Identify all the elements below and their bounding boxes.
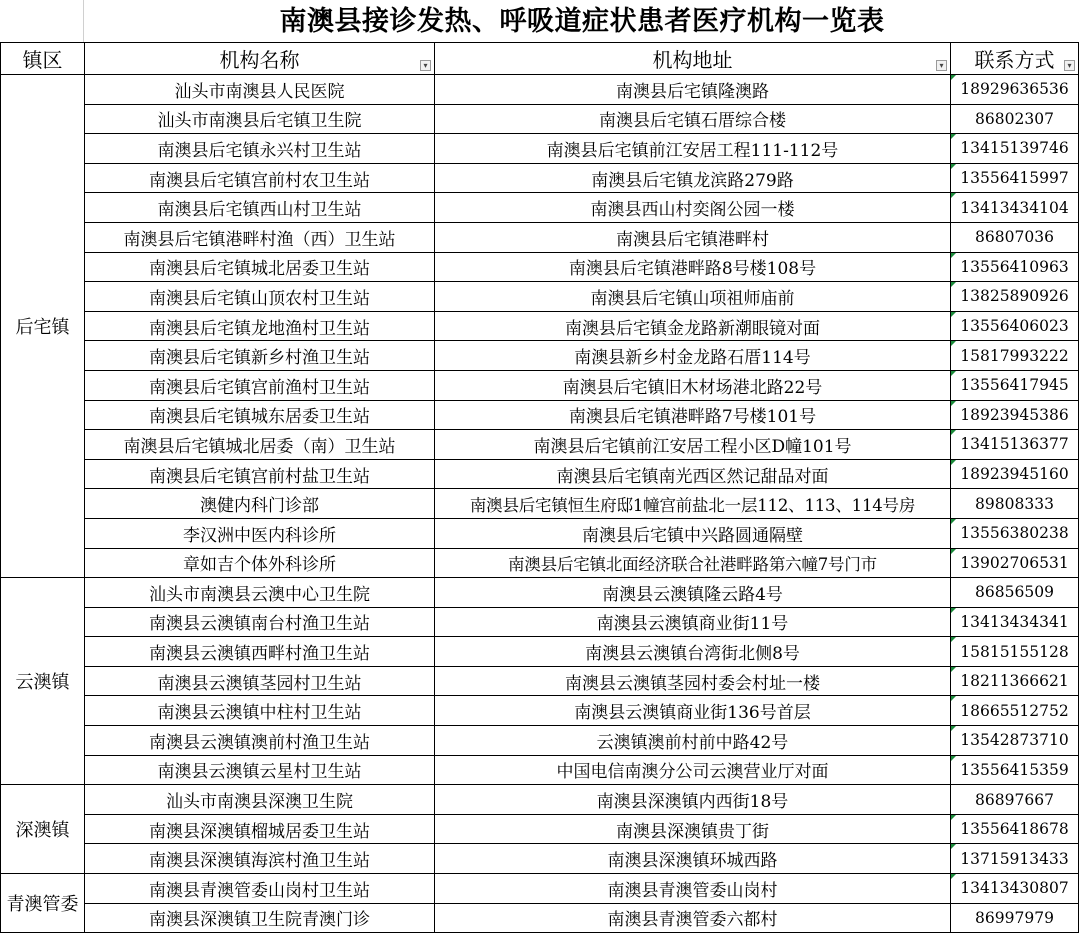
contact-phone-cell [951, 814, 1079, 844]
contact-phone-cell [951, 104, 1079, 134]
number-as-text-indicator-icon [951, 401, 956, 406]
institution-address-cell: 南澳县西山村奕阁公园一楼 [435, 193, 951, 223]
contact-phone-cell [951, 607, 1079, 637]
institution-name-cell: 南澳县后宅镇龙地渔村卫生站 [85, 311, 435, 341]
contact-phone-cell [951, 785, 1079, 815]
contact-phone-cell [951, 430, 1079, 460]
number-as-text-indicator-icon [951, 815, 956, 820]
table-row [1, 637, 1079, 667]
phone-text: 18665512752 [960, 701, 1069, 720]
table-row [1, 755, 1079, 785]
institution-name-cell: 汕头市南澳县云澳中心卫生院 [85, 578, 435, 608]
phone-text: 86802307 [975, 109, 1054, 128]
institution-name-cell: 南澳县后宅镇宫前渔村卫生站 [85, 370, 435, 400]
institution-name-cell: 南澳县后宅镇新乡村渔卫生站 [85, 341, 435, 371]
phone-text: 13413434341 [960, 612, 1069, 631]
institution-name-cell: 南澳县云澳镇中柱村卫生站 [85, 696, 435, 726]
institution-address-cell: 南澳县后宅镇中兴路圆通隔壁 [435, 518, 951, 548]
institution-name-cell: 南澳县深澳镇榴城居委卫生站 [85, 814, 435, 844]
header-contact: 联系方式 ▾ [951, 43, 1079, 75]
number-as-text-indicator-icon [951, 341, 956, 346]
table-row [1, 844, 1079, 874]
town-cell: 云澳镇 [1, 578, 85, 785]
phone-text: 13715913433 [960, 849, 1069, 868]
institution-address-cell: 南澳县青澳管委六都村 [435, 903, 951, 933]
table-row [1, 193, 1079, 223]
institution-address-cell: 南澳县青澳管委山岗村 [435, 874, 951, 904]
institution-address-cell: 南澳县云澳镇台湾街北侧8号 [435, 637, 951, 667]
phone-text: 13413430807 [960, 879, 1069, 898]
phone-text: 15815155128 [960, 642, 1069, 661]
table-row [1, 341, 1079, 371]
contact-phone-cell [951, 282, 1079, 312]
contact-phone-cell [951, 518, 1079, 548]
institution-address-cell: 南澳县后宅镇山项祖师庙前 [435, 282, 951, 312]
institution-name-cell: 章如吉个体外科诊所 [85, 548, 435, 578]
number-as-text-indicator-icon [951, 756, 956, 761]
institution-name-cell: 南澳县云澳镇西畔村渔卫生站 [85, 637, 435, 667]
institution-name-cell: 南澳县后宅镇宫前村农卫生站 [85, 163, 435, 193]
institution-address-cell: 南澳县后宅镇北面经济联合社港畔路第六幢7号门市 [435, 548, 951, 578]
table-row [1, 459, 1079, 489]
institution-name-cell: 汕头市南澳县后宅镇卫生院 [85, 104, 435, 134]
table-row [1, 578, 1079, 608]
institution-name-cell: 南澳县云澳镇云星村卫生站 [85, 755, 435, 785]
phone-text: 18923945386 [960, 405, 1069, 424]
title-left-cell [0, 0, 84, 42]
institution-name-cell: 南澳县青澳管委山岗村卫生站 [85, 874, 435, 904]
institution-name-cell: 南澳县后宅镇永兴村卫生站 [85, 134, 435, 164]
institution-address-cell: 南澳县后宅镇南光西区然记甜品对面 [435, 459, 951, 489]
contact-phone-cell [951, 726, 1079, 756]
institution-name-cell: 南澳县云澳镇茎园村卫生站 [85, 666, 435, 696]
number-as-text-indicator-icon [951, 193, 956, 198]
phone-text: 13556406023 [960, 317, 1069, 336]
institution-name-cell: 南澳县后宅镇城北居委（南）卫生站 [85, 430, 435, 460]
number-as-text-indicator-icon [951, 312, 956, 317]
phone-text: 13902706531 [960, 553, 1069, 572]
institution-address-cell: 南澳县后宅镇港畔路8号楼108号 [435, 252, 951, 282]
phone-text: 18923945160 [960, 465, 1069, 484]
number-as-text-indicator-icon [951, 874, 956, 879]
contact-phone-cell [951, 341, 1079, 371]
contact-phone-cell [951, 459, 1079, 489]
table-row [1, 75, 1079, 105]
institution-address-cell: 南澳县云澳镇商业街136号首层 [435, 696, 951, 726]
contact-phone-cell [951, 489, 1079, 519]
institution-address-cell: 南澳县后宅镇恒生府邸1幢宫前盐北一层112、113、114号房 [435, 489, 951, 519]
institution-address-cell: 南澳县后宅镇前江安居工程小区D幢101号 [435, 430, 951, 460]
institution-name-cell: 汕头市南澳县深澳卫生院 [85, 785, 435, 815]
institution-address-cell: 南澳县后宅镇前江安居工程111-112号 [435, 134, 951, 164]
table-row [1, 252, 1079, 282]
number-as-text-indicator-icon [951, 134, 956, 139]
table-row [1, 311, 1079, 341]
table-row [1, 874, 1079, 904]
institution-name-cell: 南澳县云澳镇南台村渔卫生站 [85, 607, 435, 637]
institution-address-cell: 南澳县深澳镇内西街18号 [435, 785, 951, 815]
contact-phone-cell [951, 548, 1079, 578]
institution-address-cell: 云澳镇澳前村前中路42号 [435, 726, 951, 756]
number-as-text-indicator-icon [951, 519, 956, 524]
page-title: 南澳县接诊发热、呼吸道症状患者医疗机构一览表 [279, 6, 885, 37]
contact-phone-cell [951, 400, 1079, 430]
town-cell: 深澳镇 [1, 785, 85, 874]
contact-phone-cell [951, 252, 1079, 282]
institution-address-cell: 南澳县云澳镇隆云路4号 [435, 578, 951, 608]
number-as-text-indicator-icon [951, 371, 956, 376]
table-row [1, 726, 1079, 756]
clinic-table [0, 42, 1079, 933]
table-row [1, 607, 1079, 637]
table-body [1, 75, 1079, 933]
number-as-text-indicator-icon [951, 549, 956, 554]
phone-text: 18929636536 [960, 80, 1069, 99]
phone-text: 13542873710 [960, 731, 1069, 750]
filter-dropdown-icon[interactable]: ▾ [420, 60, 431, 71]
number-as-text-indicator-icon [951, 164, 956, 169]
phone-text: 89808333 [975, 494, 1054, 513]
contact-phone-cell [951, 311, 1079, 341]
filter-dropdown-icon[interactable]: ▾ [936, 60, 947, 71]
institution-name-cell: 南澳县深澳镇卫生院青澳门诊 [85, 903, 435, 933]
institution-name-cell: 南澳县后宅镇宫前村盐卫生站 [85, 459, 435, 489]
phone-text: 13556415997 [960, 169, 1069, 188]
phone-text: 15817993222 [960, 346, 1069, 365]
institution-address-cell: 南澳县后宅镇旧木材场港北路22号 [435, 370, 951, 400]
phone-text: 13556410963 [960, 257, 1069, 276]
number-as-text-indicator-icon [951, 608, 956, 613]
phone-text: 86997979 [975, 908, 1054, 927]
contact-phone-cell [951, 134, 1079, 164]
contact-phone-cell [951, 75, 1079, 105]
phone-text: 13556415359 [960, 760, 1069, 779]
header-town: 镇区 [1, 43, 85, 75]
table-row [1, 134, 1079, 164]
town-cell: 后宅镇 [1, 75, 85, 578]
institution-address-cell: 南澳县云澳镇商业街11号 [435, 607, 951, 637]
table-row [1, 518, 1079, 548]
table-row [1, 666, 1079, 696]
table-row [1, 548, 1079, 578]
table-row [1, 814, 1079, 844]
number-as-text-indicator-icon [951, 696, 956, 701]
contact-phone-cell [951, 370, 1079, 400]
institution-address-cell: 南澳县新乡村金龙路石厝114号 [435, 341, 951, 371]
header-row [1, 43, 1079, 75]
institution-address-cell: 南澳县后宅镇隆澳路 [435, 75, 951, 105]
header-name: 机构名称 ▾ [85, 43, 435, 75]
number-as-text-indicator-icon [951, 667, 956, 672]
phone-text: 13556418678 [960, 820, 1069, 839]
number-as-text-indicator-icon [951, 844, 956, 849]
institution-address-cell: 南澳县深澳镇环城西路 [435, 844, 951, 874]
table-row [1, 282, 1079, 312]
institution-name-cell: 南澳县后宅镇西山村卫生站 [85, 193, 435, 223]
phone-text: 86897667 [975, 790, 1054, 809]
title-row [0, 0, 1080, 42]
filter-dropdown-icon[interactable]: ▾ [1064, 60, 1075, 71]
phone-text: 13825890926 [960, 287, 1069, 306]
institution-address-cell: 中国电信南澳分公司云澳营业厅对面 [435, 755, 951, 785]
phone-text: 86856509 [975, 583, 1054, 602]
table-row [1, 785, 1079, 815]
institution-name-cell: 汕头市南澳县人民医院 [85, 75, 435, 105]
number-as-text-indicator-icon [951, 460, 956, 465]
institution-name-cell: 李汉洲中医内科诊所 [85, 518, 435, 548]
phone-text: 13415136377 [960, 435, 1069, 454]
institution-name-cell: 南澳县后宅镇山顶农村卫生站 [85, 282, 435, 312]
contact-phone-cell [951, 666, 1079, 696]
institution-address-cell: 南澳县深澳镇贵丁街 [435, 814, 951, 844]
number-as-text-indicator-icon [951, 282, 956, 287]
contact-phone-cell [951, 903, 1079, 933]
header-address: 机构地址 ▾ [435, 43, 951, 75]
institution-address-cell: 南澳县后宅镇金龙路新潮眼镜对面 [435, 311, 951, 341]
phone-text: 13556417945 [960, 376, 1069, 395]
number-as-text-indicator-icon [951, 726, 956, 731]
contact-phone-cell [951, 874, 1079, 904]
number-as-text-indicator-icon [951, 253, 956, 258]
institution-address-cell: 南澳县云澳镇茎园村委会村址一楼 [435, 666, 951, 696]
town-cell: 青澳管委 [1, 874, 85, 933]
table-row [1, 400, 1079, 430]
phone-text: 18211366621 [960, 672, 1069, 691]
institution-name-cell: 南澳县后宅镇城北居委卫生站 [85, 252, 435, 282]
number-as-text-indicator-icon [951, 75, 956, 80]
contact-phone-cell [951, 696, 1079, 726]
table-row [1, 430, 1079, 460]
table-row [1, 163, 1079, 193]
contact-phone-cell [951, 578, 1079, 608]
contact-phone-cell [951, 163, 1079, 193]
number-as-text-indicator-icon [951, 637, 956, 642]
contact-phone-cell [951, 844, 1079, 874]
table-row [1, 903, 1079, 933]
institution-address-cell: 南澳县后宅镇港畔路7号楼101号 [435, 400, 951, 430]
institution-address-cell: 南澳县后宅镇龙滨路279路 [435, 163, 951, 193]
institution-name-cell: 南澳县云澳镇澳前村渔卫生站 [85, 726, 435, 756]
institution-name-cell: 南澳县后宅镇城东居委卫生站 [85, 400, 435, 430]
table-row [1, 104, 1079, 134]
table-row [1, 696, 1079, 726]
phone-text: 86807036 [975, 228, 1054, 247]
institution-name-cell: 南澳县深澳镇海滨村渔卫生站 [85, 844, 435, 874]
table-row [1, 222, 1079, 252]
table-row [1, 370, 1079, 400]
phone-text: 13415139746 [960, 139, 1069, 158]
institution-name-cell: 澳健内科门诊部 [85, 489, 435, 519]
institution-address-cell: 南澳县后宅镇石厝综合楼 [435, 104, 951, 134]
contact-phone-cell [951, 755, 1079, 785]
contact-phone-cell [951, 222, 1079, 252]
phone-text: 13413434104 [960, 198, 1069, 217]
phone-text: 13556380238 [960, 524, 1069, 543]
institution-address-cell: 南澳县后宅镇港畔村 [435, 222, 951, 252]
table-row [1, 489, 1079, 519]
institution-name-cell: 南澳县后宅镇港畔村渔（西）卫生站 [85, 222, 435, 252]
number-as-text-indicator-icon [951, 430, 956, 435]
contact-phone-cell [951, 193, 1079, 223]
contact-phone-cell [951, 637, 1079, 667]
